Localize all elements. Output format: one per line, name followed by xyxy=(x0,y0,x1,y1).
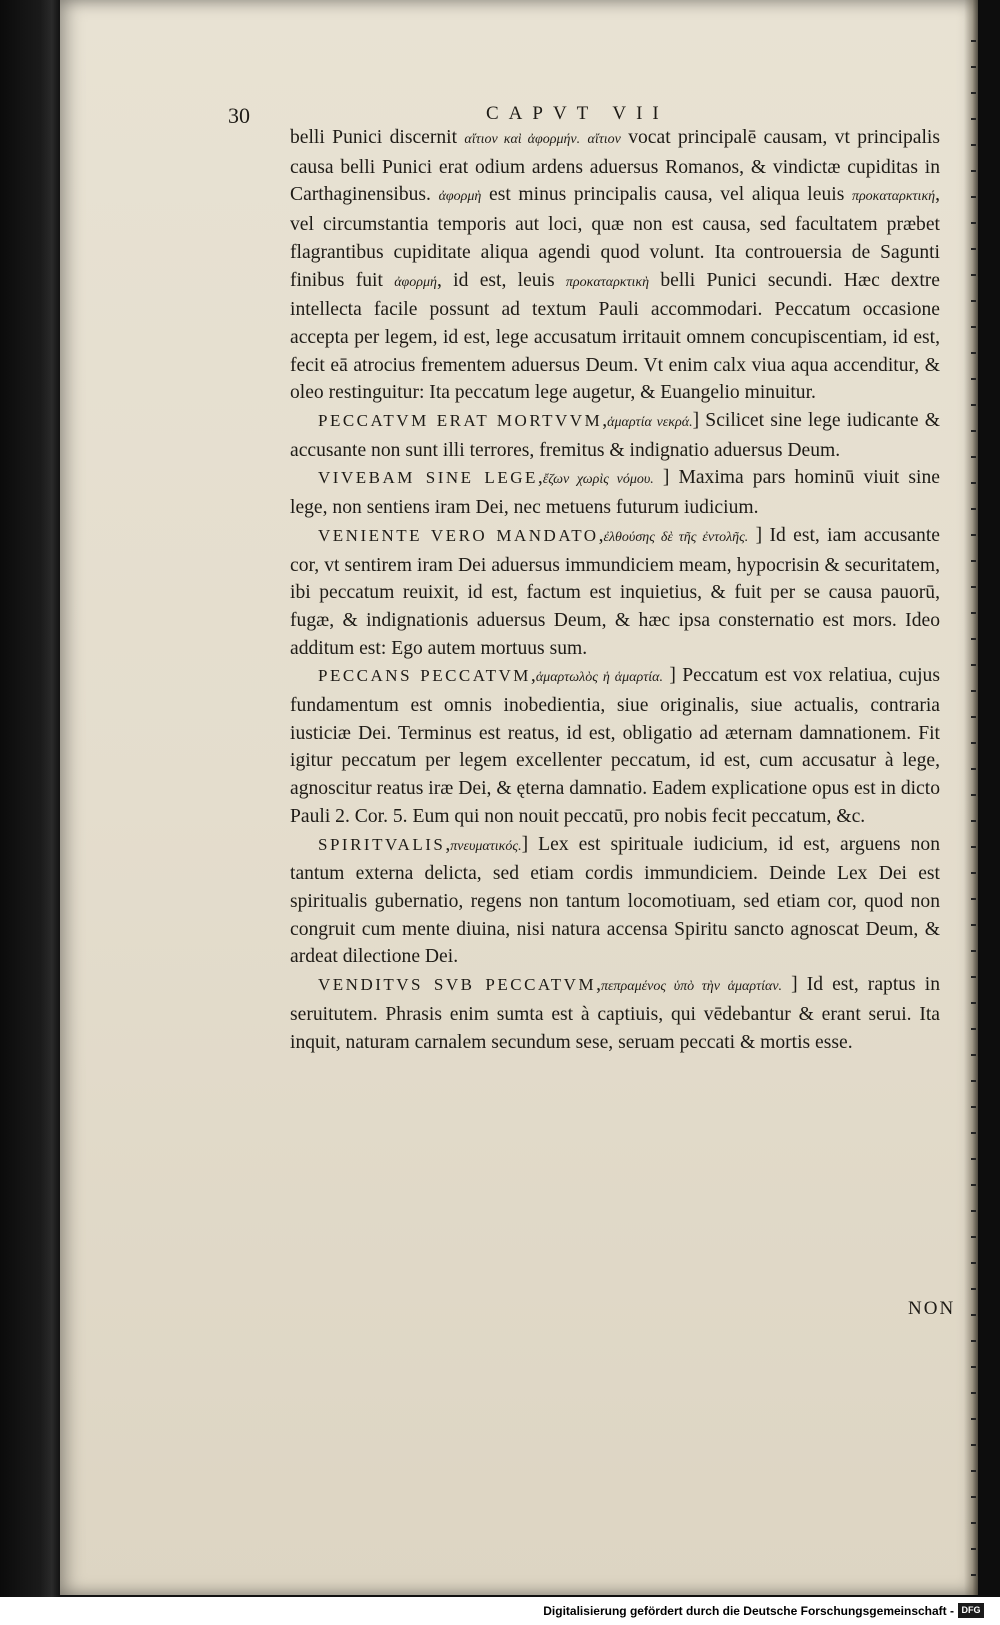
edge-tick xyxy=(971,300,976,302)
greek-term: ἀφορμὴ xyxy=(438,189,482,205)
edge-tick xyxy=(971,794,976,796)
greek-term: ἀφορμή xyxy=(394,274,437,290)
edge-tick xyxy=(971,664,976,666)
greek-gloss: ἐλθούσης δὲ τῆς ἐντολῆς. xyxy=(603,529,749,545)
edge-tick xyxy=(971,638,976,640)
edge-tick xyxy=(971,92,976,94)
edge-tick xyxy=(971,1262,976,1264)
edge-tick xyxy=(971,508,976,510)
edge-tick xyxy=(971,1496,976,1498)
edge-tick xyxy=(971,950,976,952)
edge-tick xyxy=(971,846,976,848)
lemma: PECCANS PECCATVM xyxy=(318,666,531,686)
edge-tick xyxy=(971,378,976,380)
edge-tick xyxy=(971,1236,976,1238)
edge-tick xyxy=(971,66,976,68)
footer-credit: Digitalisierung gefördert durch die Deutsche Forschungsgemeinschaft - xyxy=(543,1604,954,1618)
paragraph: VENDITVS SVB PECCATVM,πεπραμένος ὑπὸ τὴν ἁμαρτίαν. ] Id est, raptus in seruitutem. Phrasis enim sumta est à captiuis, qui vēdebantur & erant serui. Ita inquit, naturam carnalem secundum sese, seruam peccati & mortis esse. xyxy=(290,974,940,1053)
greek-term: προκαταρκτική xyxy=(851,189,936,205)
edge-tick xyxy=(971,1080,976,1082)
edge-tick xyxy=(971,222,976,224)
text-run: ] Id est, raptus in seruitutem. Phrasis enim sumta est à captiuis, qui vēdebantur & erant serui. Ita inquit, naturam carnalem secundum sese, seruam peccati & mortis esse. xyxy=(290,974,940,1053)
paragraph: VENIENTE VERO MANDATO,ἐλθούσης δὲ τῆς ἐντολῆς. ] Id est, iam accusante cor, vt sentirem iram Dei aduersus immundiciem meam, hypocrisin & securitatem, ibi peccatum reuixit, id est, factum est inquietius, & fuit per se causa pauorū, fugæ, & indignationis aduersus Deum, & hæc ipsa consternatio est mors. Ideo additum est: Ego autem mortuus sum. xyxy=(290,524,940,659)
edge-tick xyxy=(971,1470,976,1472)
edge-tick xyxy=(971,976,976,978)
text-run: belli Punici discernit xyxy=(290,127,465,148)
catchword: NON xyxy=(908,1298,956,1319)
lemma: VENIENTE VERO MANDATO xyxy=(318,525,599,545)
edge-tick xyxy=(971,326,976,328)
edge-tick xyxy=(971,1184,976,1186)
edge-tick xyxy=(971,1392,976,1394)
edge-tick xyxy=(971,170,976,172)
edge-tick xyxy=(971,1340,976,1342)
text-run: ] Peccatum est vox relatiua, cujus fundamentum est omnis inobedientia, siue originalis, siue actualis, contraria iusticiæ Dei. Terminus est reatus, id est, obligatio ad æternam damnationem. Fit igitur peccatum per legem excellenter peccatum, id est, cum accusatur à lege, agnoscitur reatus iræ Dei, & ęterna damnatio. Eadem explicatione opus est in dicto Pauli 2. Cor. 5. Eum qui non nouit peccatū, pro nobis fecit peccatum, &c. xyxy=(290,665,940,827)
edge-tick xyxy=(971,1106,976,1108)
digitization-footer xyxy=(0,1597,1000,1625)
edge-tick xyxy=(971,1002,976,1004)
paragraph: PECCATVM ERAT MORTVVM,ἁμαρτία νεκρά.] Scilicet sine lege iudicante & accusante non sunt illi terrores, fremitus & indignatio aduersus Deum. xyxy=(290,410,941,461)
text-run: est minus principalis causa, vel aliqua leuis xyxy=(481,184,852,206)
greek-gloss: ἔζων χωρὶς νόμου. xyxy=(542,472,654,488)
edge-tick xyxy=(971,430,976,432)
edge-tick xyxy=(971,1158,976,1160)
edge-tick xyxy=(971,352,976,354)
lemma: VIVEBAM SINE LEGE xyxy=(318,468,538,488)
edge-tick xyxy=(971,1574,976,1576)
paragraph: PECCANS PECCATVM,ἁμαρτωλὸς ἡ ἁμαρτία. ] Peccatum est vox relatiua, cujus fundamentum est omnis inobedientia, siue originalis, siue actualis, contraria iusticiæ Dei. Terminus est reatus, id est, obligatio ad æternam damnationem. Fit igitur peccatum per legem excellenter peccatum, id est, cum accusatur à lege, agnoscitur reatus iræ Dei, & ęterna damnatio. Eadem explicatione opus est in dicto Pauli 2. Cor. 5. Eum qui non nouit peccatū, pro nobis fecit peccatum, &c. xyxy=(290,665,940,827)
greek-term: προκαταρκτικὴ xyxy=(565,274,650,290)
edge-tick xyxy=(971,144,976,146)
text-run: belli Punici secundi. Hæc dextre intellecta facile possunt ad textum Pauli accommodari. Peccatum occasione accepta per legem, id est, lege accusatum irritauit omnem concupiscentiam, id est, fecit eā atrocius frementem aduersus Deum. Vt enim calx viua aqua accenditur, & oleo restinguitur: Ita peccatum lege augetur, & Euangelio minuitur. xyxy=(290,269,941,404)
edge-tick xyxy=(971,118,976,120)
running-head: CAPVT VII xyxy=(486,103,669,124)
edge-tick xyxy=(971,1522,976,1524)
greek-term: αἴτιον xyxy=(587,132,621,147)
edge-tick xyxy=(971,482,976,484)
greek-gloss: ἁμαρτωλὸς ἡ ἁμαρτία. xyxy=(535,670,663,686)
edge-tick xyxy=(971,742,976,744)
edge-tick xyxy=(971,40,976,42)
edge-tick xyxy=(971,196,976,198)
edge-tick xyxy=(971,898,976,900)
edge-tick xyxy=(971,612,976,614)
greek-gloss: πνευματικός. xyxy=(450,838,522,854)
edge-tick xyxy=(971,1548,976,1550)
edge-tick xyxy=(971,274,976,276)
page-edge-shadow xyxy=(964,0,978,1595)
folio-number: 30 xyxy=(228,103,250,128)
greek-term: αἴτιον καὶ ἀφορμήν. xyxy=(464,132,581,147)
edge-tick xyxy=(971,820,976,822)
text-run: ] Maxima pars hominū viuit sine lege, non sentiens iram Dei, nec metuens futurum iudicium. xyxy=(290,467,940,519)
edge-tick xyxy=(971,560,976,562)
text-run: vocat principalē causam, vt principalis causa belli Punici erat odium ardens aduersus Romanos, & vindictæ cupiditas in Carthaginensibus. xyxy=(290,127,940,206)
lemma: PECCATVM ERAT MORTVVM xyxy=(318,411,603,431)
edge-tick xyxy=(971,1054,976,1056)
text-run: ] Id est, iam accusante cor, vt sentirem iram Dei aduersus immundiciem meam, hypocrisin & securitatem, ibi peccatum reuixit, id est, factum est inquietius, & fuit per se causa pauorū, fugæ, & indignationis aduersus Deum, & hæc ipsa consternatio est mors. Ideo additum est: Ego autem mortuus sum. xyxy=(290,524,940,659)
edge-tick xyxy=(971,404,976,406)
main-text xyxy=(290,124,940,1056)
lemma: SPIRITVALIS xyxy=(318,834,446,854)
lemma: VENDITVS SVB PECCATVM xyxy=(318,975,597,995)
text-run: , vel circumstantia temporis aut loci, quæ non est causa, sed facultatem præbet flagrantibus cupiditate aliqua agendi quod volunt. Ita controuersia de Sagunti finibus fuit xyxy=(290,184,941,291)
edge-tick xyxy=(971,924,976,926)
text-run: , id est, leuis xyxy=(437,269,566,291)
edge-tick xyxy=(971,1366,976,1368)
edge-tick xyxy=(971,768,976,770)
dfg-logo-icon: DFG xyxy=(958,1603,984,1618)
edge-tick xyxy=(971,1028,976,1030)
edge-tick xyxy=(971,1288,976,1290)
edge-tick xyxy=(971,1444,976,1446)
paragraph: VIVEBAM SINE LEGE,ἔζων χωρὶς νόμου. ] Maxima pars hominū viuit sine lege, non sentiens iram Dei, nec metuens futurum iudicium. xyxy=(290,467,940,519)
edge-tick xyxy=(971,716,976,718)
paragraph: SPIRITVALIS,πνευματικός.] Lex est spirituale iudicium, id est, arguens non tantum externa delicta, sed etiam cordis immundiciem. Deinde Lex Dei est spiritualis gubernatio, regens non tantum locomotiuam, sed etiam cor, quod non congruit cum mente diuina, nisi natura accensa Spiritu sancto agnoscat Deum, & ardeat dilectione Dei. xyxy=(290,833,940,968)
edge-tick xyxy=(971,456,976,458)
text-run xyxy=(580,127,587,148)
edge-tick xyxy=(971,690,976,692)
paragraph xyxy=(290,124,940,407)
edge-tick xyxy=(971,534,976,536)
greek-gloss: ἁμαρτία νεκρά. xyxy=(607,415,693,431)
text-run: ] Lex est spirituale iudicium, id est, arguens non tantum externa delicta, sed etiam cordis immundiciem. Deinde Lex Dei est spiritualis gubernatio, regens non tantum locomotiuam, sed etiam cor, quod non congruit cum mente diuina, nisi natura accensa Spiritu sancto agnoscat Deum, & ardeat dilectione Dei. xyxy=(290,833,940,968)
edge-tick xyxy=(971,586,976,588)
text-run: ] Scilicet sine lege iudicante & accusante non sunt illi terrores, fremitus & indignatio aduersus Deum. xyxy=(290,410,941,461)
edge-tick xyxy=(971,1132,976,1134)
edge-tick xyxy=(971,1314,976,1316)
edge-tick xyxy=(971,1418,976,1420)
edge-tick xyxy=(971,872,976,874)
edge-tick xyxy=(971,248,976,250)
greek-gloss: πεπραμένος ὑπὸ τὴν ἁμαρτίαν. xyxy=(600,979,783,995)
edge-tick xyxy=(971,1210,976,1212)
